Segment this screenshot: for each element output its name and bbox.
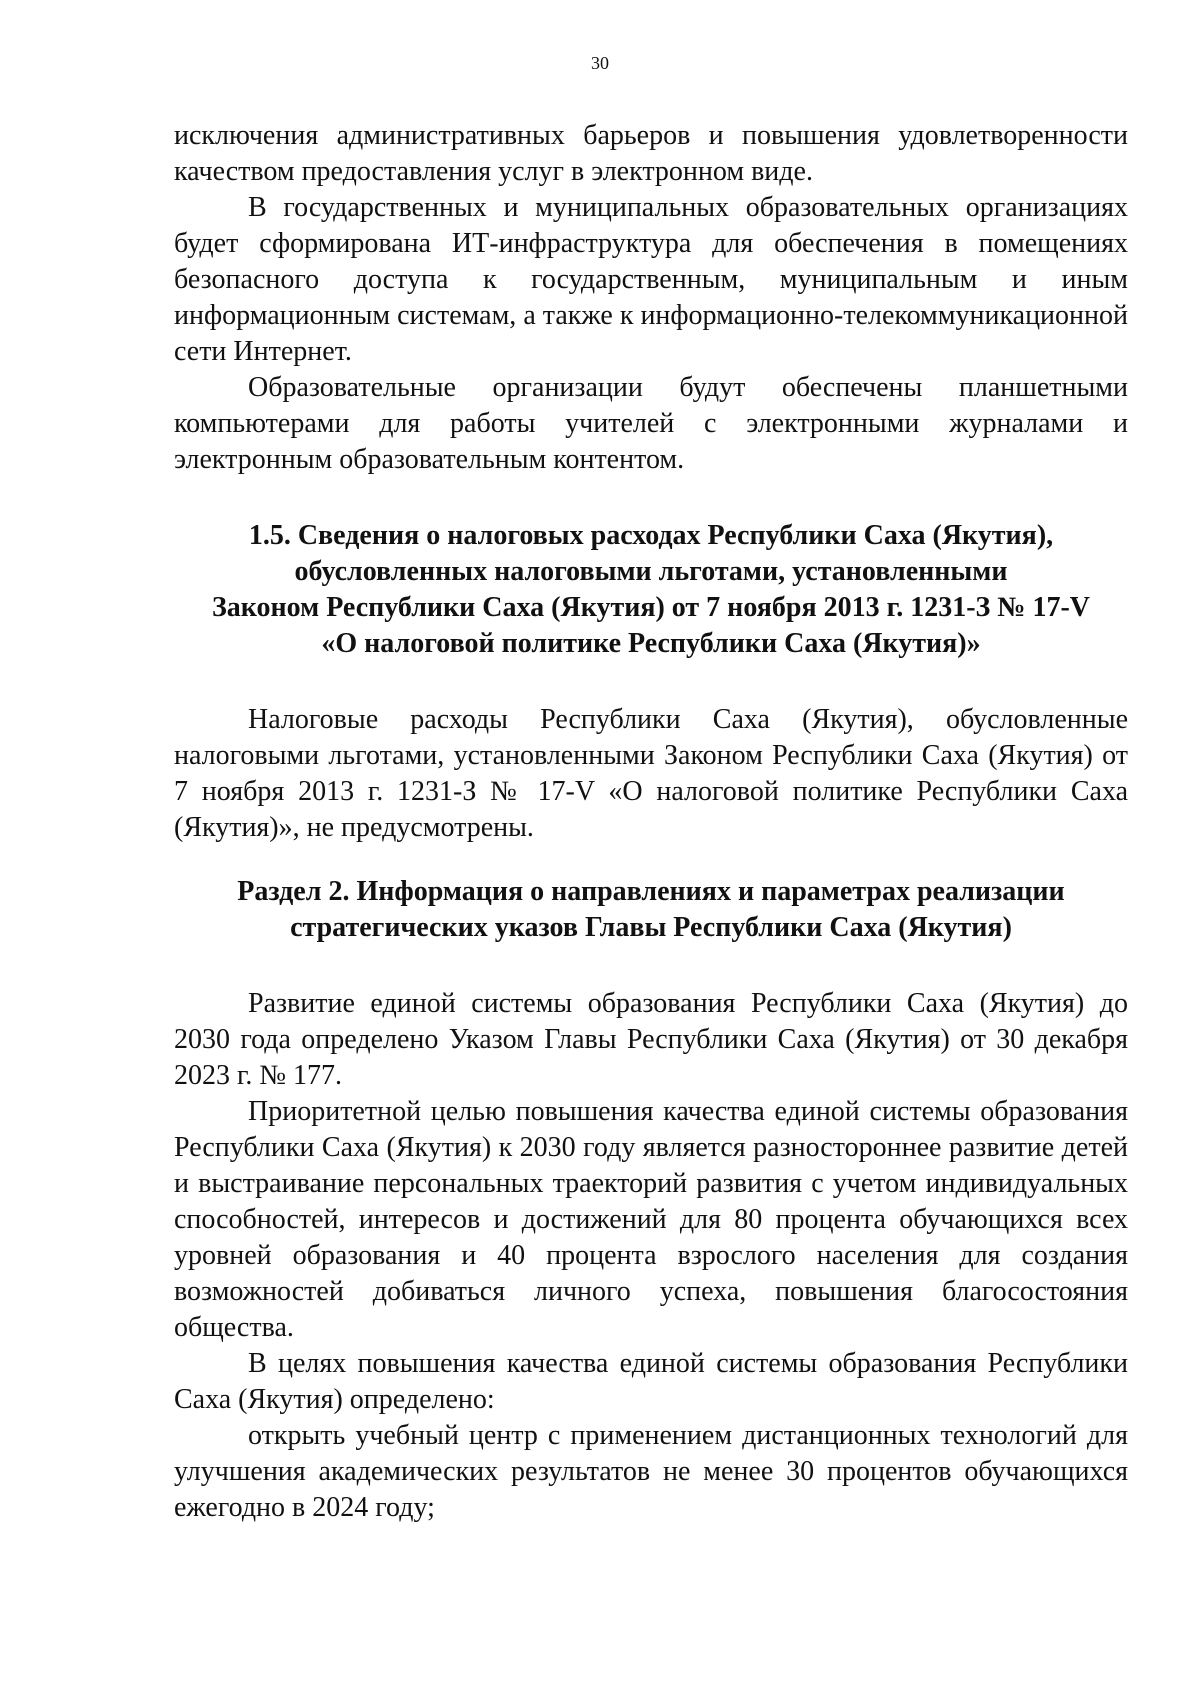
section-heading-line: Раздел 2. Информация о направлениях и параметрах реализации <box>237 876 1065 907</box>
paragraph-tablets: Образовательные организации будут обеспечены планшетными компьютерами для работы учителей с электронными журналами и электронным образовательным контентом. <box>174 372 1128 475</box>
section-heading-line: Законом Республики Саха (Якутия) от 7 ноября 2013 г. 1231-З № 17-V <box>211 592 1090 623</box>
paragraph-defined: В целях повышения качества единой системы образования Республики Саха (Якутия) определено: <box>174 1348 1128 1415</box>
paragraph-continuation: исключения административных барьеров и повышения удовлетворенности качеством предоставления услуг в электронном виде. <box>174 120 1128 187</box>
section-heading-2 <box>174 874 1128 946</box>
section-heading-1-5 <box>174 518 1128 662</box>
section-heading-line: обусловленных налоговыми льготами, установленными <box>294 556 1008 587</box>
paragraph-education-decree: Развитие единой системы образования Республики Саха (Якутия) до 2030 года определено Указом Главы Республики Саха (Якутия) от 30 декабря 2023 г. № 177. <box>174 988 1128 1091</box>
page-number: 30 <box>591 53 609 73</box>
paragraph-training-center: открыть учебный центр с применением дистанционных технологий для улучшения академических результатов не менее 30 процентов обучающихся ежегодно в 2024 году; <box>174 1420 1128 1523</box>
page-content <box>174 118 1128 1526</box>
section-heading-line: 1.5. Сведения о налоговых расходах Республики Саха (Якутия), <box>248 520 1054 551</box>
paragraph-it-infrastructure: В государственных и муниципальных образовательных организациях будет сформирована ИТ-инфраструктура для обеспечения в помещениях безопасного доступа к государственным, муниципальным и иным информационным системам, а также к информационно-телекоммуникационной сети Интернет. <box>174 192 1128 367</box>
paragraph-tax-expenses: Налоговые расходы Республики Саха (Якутия), обусловленные налоговыми льготами, установленными Законом Республики Саха (Якутия) от 7 ноября 2013 г. 1231-З № 17-V «О налоговой политике Республики Саха (Якутия)», не предусмотрены. <box>174 704 1128 843</box>
section-heading-line: «О налоговой политике Республики Саха (Якутия)» <box>321 628 981 659</box>
section-heading-line: стратегических указов Главы Республики Саха (Якутия) <box>290 912 1012 943</box>
paragraph-priority-goal: Приоритетной целью повышения качества единой системы образования Республики Саха (Якутия) к 2030 году является разностороннее развитие детей и выстраивание персональных траекторий развития с учетом индивидуальных способностей, интересов и достижений для 80 процента обучающихся всех уровней образования и 40 процента взрослого населения для создания возможностей добиваться личного успеха, повышения благосостояния общества. <box>174 1096 1128 1343</box>
